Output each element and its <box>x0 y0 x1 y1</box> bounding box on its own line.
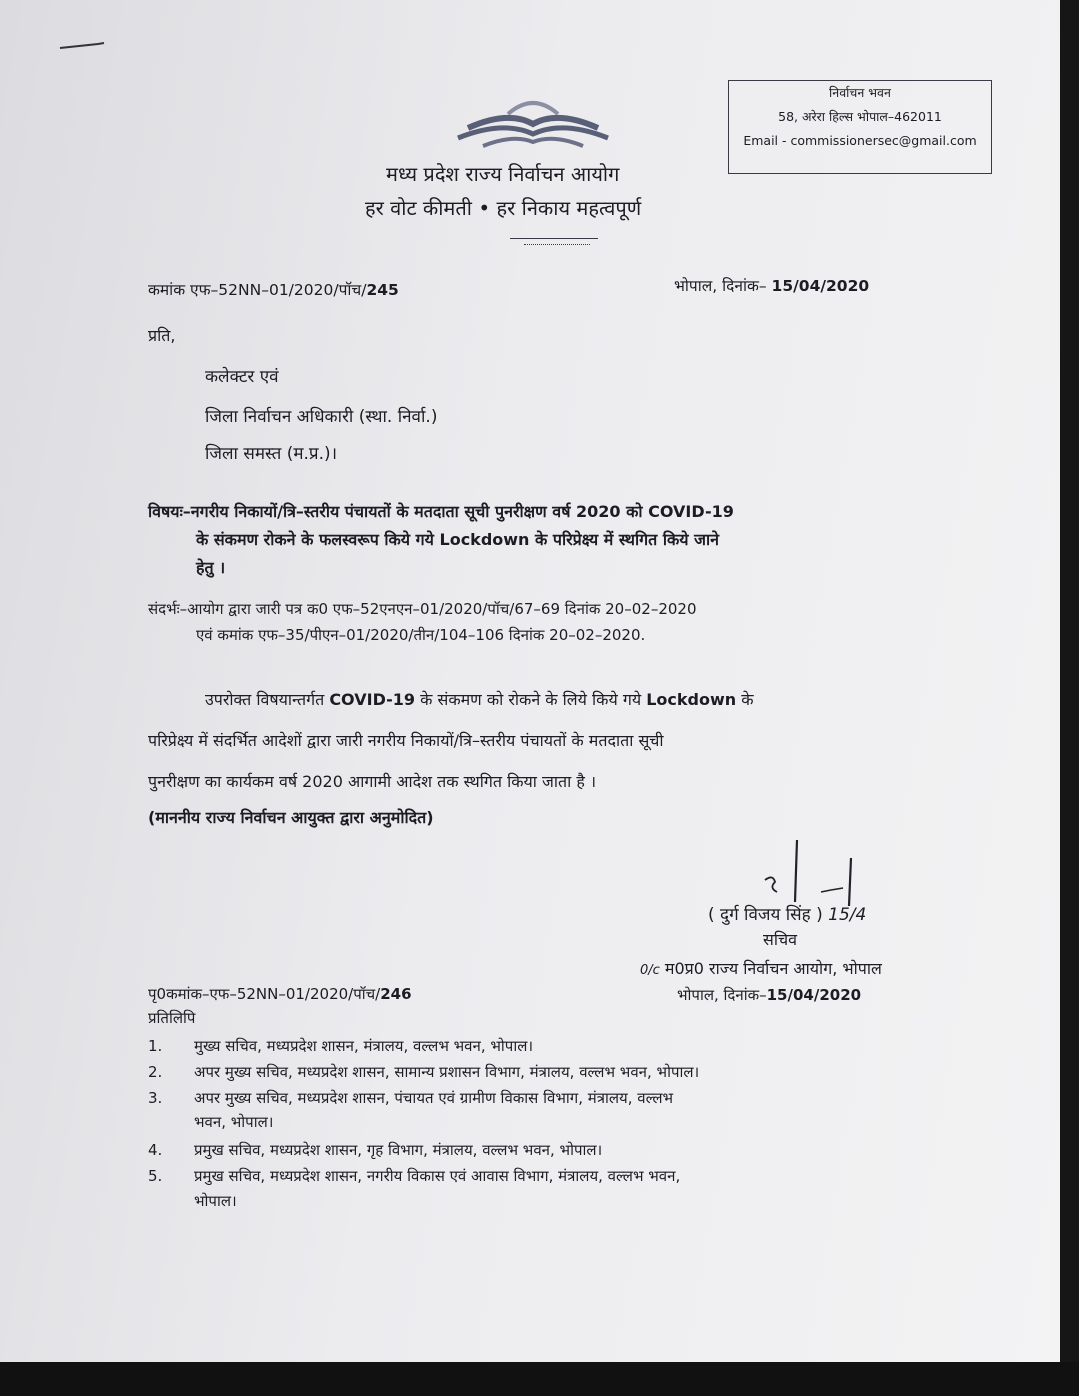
endorsement-date-value: 15/04/2020 <box>766 986 862 1004</box>
sandarbh-line-2: एवं कमांक एफ–35/पीएन–01/2020/तीन/104–106 दिनांक 20–02–2020. <box>196 626 646 644</box>
endorsement-date-label: भोपाल, दिनांक– <box>677 986 767 1004</box>
address-email: Email - commissionersec@gmail.com <box>743 133 977 148</box>
approval-note: (माननीय राज्य निर्वाचन आयुक्त द्वारा अनुमोदित) <box>148 808 434 827</box>
recipient-line-1: कलेक्टर एवं <box>205 367 279 387</box>
pen-stroke-mark <box>58 42 106 50</box>
address-box <box>728 80 992 174</box>
address-street: 58, अरेरा हिल्स भोपाल–462011 <box>778 109 942 124</box>
subject-lockdown: Lockdown <box>439 530 530 549</box>
reference-date <box>674 274 869 296</box>
subject-line-2 <box>196 528 719 550</box>
subject-line-1-text: विषयः–नगरीय निकायों/त्रि–स्तरीय पंचायतों के मतदाता सूची पुनरीक्षण वर्ष 2020 को <box>148 502 649 521</box>
slogan: हर वोट कीमती • हर निकाय महत्वपूर्ण <box>365 196 642 220</box>
endorsement-number-value: 246 <box>380 985 412 1003</box>
cc-item-text: प्रमुख सचिव, मध्यप्रदेश शासन, गृह विभाग, मंत्रालय, वल्लभ भवन, भोपाल। <box>194 1141 603 1159</box>
subject-line-2-tail: के परिप्रेक्ष्य में स्थगित किये जाने <box>529 530 720 549</box>
cc-item-number: 3. <box>148 1089 163 1107</box>
subject-covid: COVID-19 <box>648 502 734 521</box>
recipient-line-3: जिला समस्त (म.प्र.)। <box>205 444 338 464</box>
cc-item-5-continuation: भोपाल। <box>194 1192 237 1210</box>
office-prefix-note: 0/c <box>640 963 660 978</box>
background-edge-right <box>1060 0 1079 1362</box>
signatory-name-text: ( दुर्ग विजय सिंह ) <box>708 905 823 925</box>
endorsement-number <box>148 984 412 1004</box>
body-text-e: के <box>736 690 754 709</box>
org-name: मध्य प्रदेश राज्य निर्वाचन आयोग <box>386 162 620 186</box>
header-dotted-rule <box>524 244 590 245</box>
cc-item-text: प्रमुख सचिव, मध्यप्रदेश शासन, नगरीय विकास एवं आवास विभाग, मंत्रालय, वल्लभ भवन, <box>194 1167 681 1185</box>
signatory-date-note: 15/4 <box>828 905 867 925</box>
recipient-line-2: जिला निर्वाचन अधिकारी (स्था. निर्वा.) <box>205 407 438 427</box>
header-rule <box>510 238 598 241</box>
cc-item-number: 5. <box>148 1167 163 1185</box>
body-text-a: उपरोक्त विषयान्तर्गत <box>205 690 330 709</box>
address-building: निर्वाचन भवन <box>829 85 891 100</box>
body-line-1 <box>205 688 754 710</box>
commission-logo-icon <box>448 88 618 150</box>
subject-line-3: हेतु । <box>196 558 226 577</box>
cc-item-number: 1. <box>148 1037 163 1055</box>
cc-item-1 <box>148 1036 533 1056</box>
reference-number <box>148 278 399 300</box>
reference-number-label: कमांक एफ–52NN–01/2020/पॉच/ <box>148 281 367 299</box>
endorsement-number-label: पृ0कमांक–एफ–52NN–01/2020/पॉच/ <box>148 985 381 1003</box>
endorsement-date <box>677 985 861 1005</box>
reference-date-label: भोपाल, दिनांक– <box>674 277 767 295</box>
cc-item-2 <box>148 1062 699 1082</box>
signatory-name <box>708 902 866 925</box>
cc-item-number: 4. <box>148 1141 163 1159</box>
background-edge-bottom <box>0 1362 1079 1396</box>
cc-item-text: अपर मुख्य सचिव, मध्यप्रदेश शासन, पंचायत एवं ग्रामीण विकास विभाग, मंत्रालय, वल्लभ <box>194 1089 674 1107</box>
body-text-c: के संकमण को रोकने के लिये किये गये <box>415 690 647 709</box>
subject-line-1 <box>148 500 734 522</box>
body-lockdown: Lockdown <box>646 690 737 709</box>
subject-line-2-text: के संकमण रोकने के फलस्वरूप किये गये <box>196 530 440 549</box>
reference-number-value: 245 <box>366 281 399 299</box>
cc-item-3 <box>148 1088 673 1108</box>
cc-item-text: मुख्य सचिव, मध्यप्रदेश शासन, मंत्रालय, वल्लभ भवन, भोपाल। <box>194 1037 534 1055</box>
signatory-designation: सचिव <box>763 930 798 949</box>
body-covid: COVID-19 <box>329 690 416 709</box>
cc-item-5 <box>148 1166 680 1186</box>
pratilipi-label: प्रतिलिपि <box>148 1009 196 1027</box>
recipient-prati: प्रति, <box>148 326 176 345</box>
body-line-2: परिप्रेक्ष्य में संदर्भित आदेशों द्वारा जारी नगरीय निकायों/त्रि–स्तरीय पंचायतों के मतदाता सूची <box>148 731 664 750</box>
sandarbh-line-1: संदर्भः–आयोग द्वारा जारी पत्र क0 एफ–52एनएन–01/2020/पॉच/67–69 दिनांक 20–02–2020 <box>148 600 697 618</box>
reference-date-value: 15/04/2020 <box>771 277 870 295</box>
cc-item-number: 2. <box>148 1063 163 1081</box>
cc-item-4 <box>148 1140 602 1160</box>
cc-item-3-continuation: भवन, भोपाल। <box>194 1113 274 1131</box>
body-line-3: पुनरीक्षण का कार्यकम वर्ष 2020 आगामी आदेश तक स्थगित किया जाता है । <box>148 772 597 791</box>
cc-item-text: अपर मुख्य सचिव, मध्यप्रदेश शासन, सामान्य प्रशासन विभाग, मंत्रालय, वल्लभ भवन, भोपाल। <box>194 1063 700 1081</box>
signatory-office <box>640 957 882 979</box>
office-text: म0प्र0 राज्य निर्वाचन आयोग, भोपाल <box>664 959 882 978</box>
